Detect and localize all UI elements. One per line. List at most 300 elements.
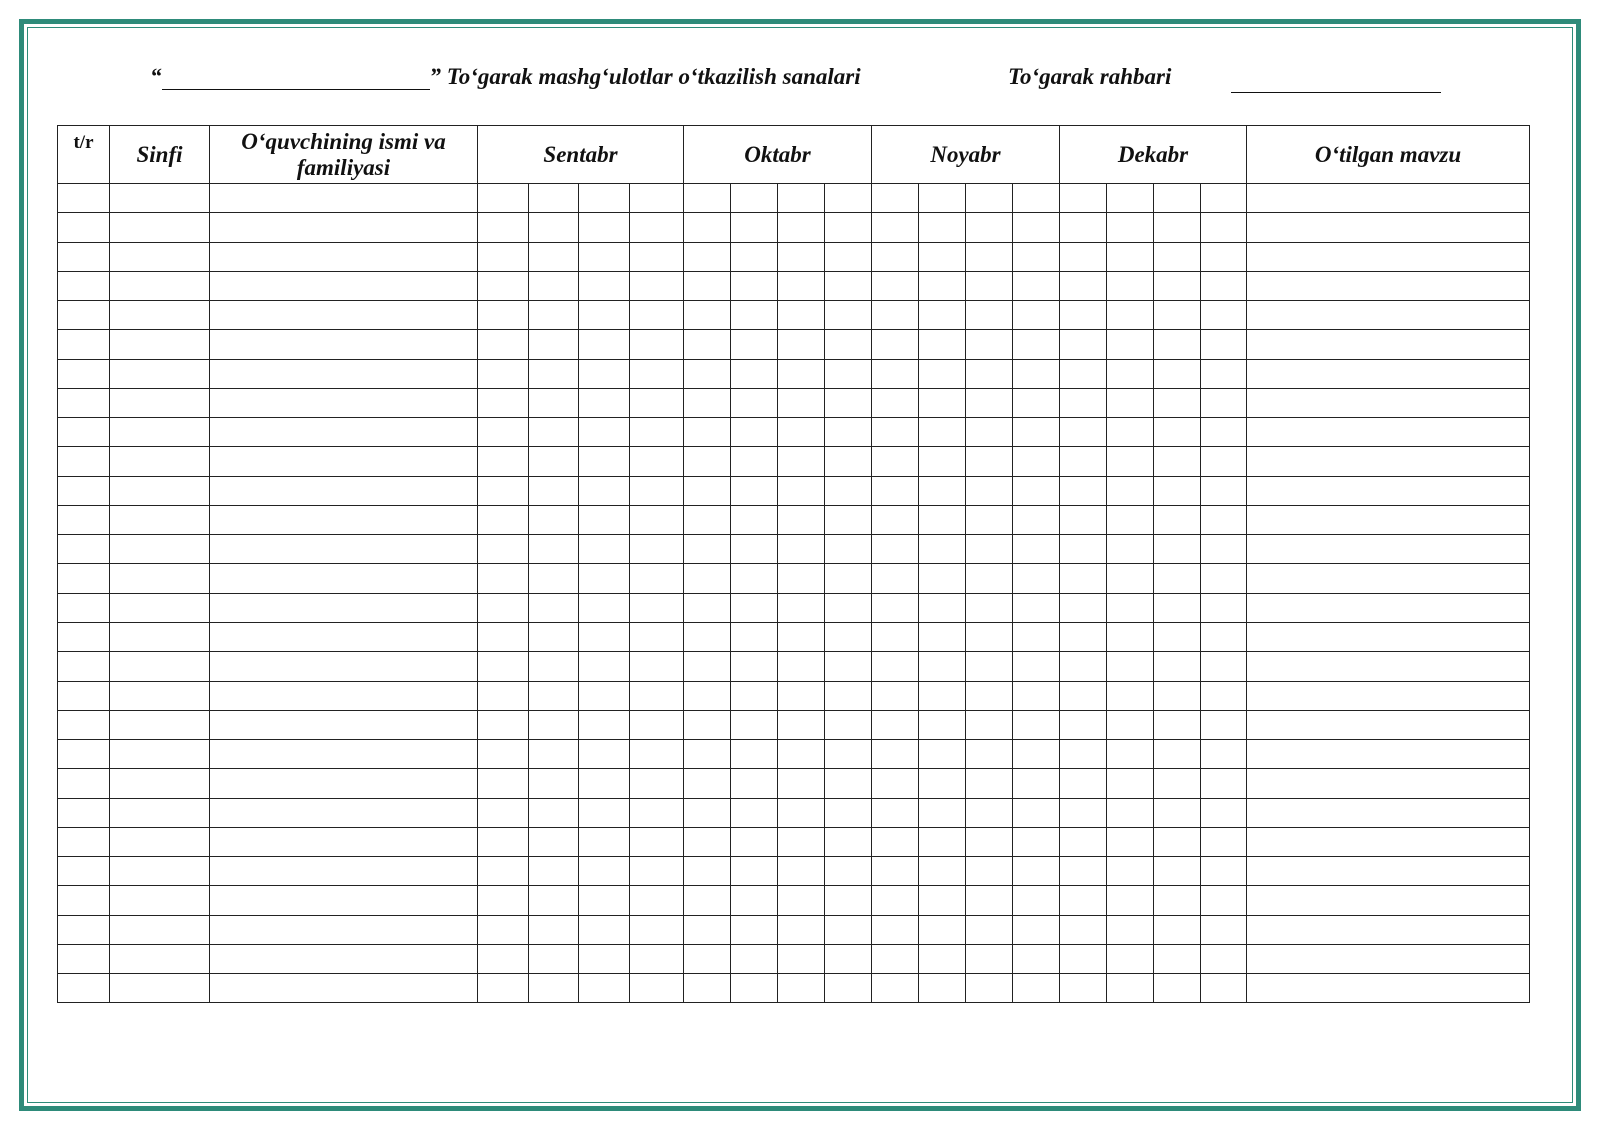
table-cell[interactable]: [529, 798, 579, 827]
table-cell[interactable]: [966, 798, 1013, 827]
table-cell[interactable]: [731, 359, 778, 388]
table-cell[interactable]: [1060, 184, 1107, 213]
table-cell[interactable]: [778, 915, 825, 944]
table-cell[interactable]: [1201, 681, 1247, 710]
table-cell[interactable]: [778, 886, 825, 915]
table-cell[interactable]: [1247, 535, 1530, 564]
table-cell[interactable]: [731, 827, 778, 856]
table-cell[interactable]: [731, 301, 778, 330]
table-cell[interactable]: [1247, 857, 1530, 886]
table-cell[interactable]: [1107, 652, 1154, 681]
table-cell[interactable]: [778, 769, 825, 798]
table-cell[interactable]: [919, 447, 966, 476]
table-cell[interactable]: [630, 622, 684, 651]
table-cell[interactable]: [966, 681, 1013, 710]
table-cell[interactable]: [110, 652, 210, 681]
table-cell[interactable]: [210, 652, 478, 681]
table-cell[interactable]: [58, 271, 110, 300]
table-cell[interactable]: [1013, 330, 1060, 359]
table-cell[interactable]: [684, 388, 731, 417]
table-cell[interactable]: [1247, 388, 1530, 417]
table-cell[interactable]: [478, 740, 529, 769]
table-cell[interactable]: [1060, 857, 1107, 886]
table-cell[interactable]: [731, 652, 778, 681]
table-cell[interactable]: [825, 652, 872, 681]
table-cell[interactable]: [1013, 857, 1060, 886]
table-cell[interactable]: [1201, 886, 1247, 915]
table-cell[interactable]: [1247, 301, 1530, 330]
table-cell[interactable]: [1154, 271, 1201, 300]
table-cell[interactable]: [478, 505, 529, 534]
table-cell[interactable]: [630, 798, 684, 827]
table-cell[interactable]: [1201, 915, 1247, 944]
table-cell[interactable]: [1154, 388, 1201, 417]
table-cell[interactable]: [966, 740, 1013, 769]
table-cell[interactable]: [966, 359, 1013, 388]
table-cell[interactable]: [1013, 740, 1060, 769]
table-cell[interactable]: [630, 564, 684, 593]
table-cell[interactable]: [966, 505, 1013, 534]
table-cell[interactable]: [825, 740, 872, 769]
table-cell[interactable]: [1247, 915, 1530, 944]
table-cell[interactable]: [684, 886, 731, 915]
table-cell[interactable]: [919, 388, 966, 417]
table-cell[interactable]: [684, 622, 731, 651]
table-cell[interactable]: [1060, 798, 1107, 827]
table-cell[interactable]: [478, 769, 529, 798]
table-cell[interactable]: [1060, 535, 1107, 564]
table-cell[interactable]: [872, 915, 919, 944]
table-cell[interactable]: [966, 213, 1013, 242]
table-cell[interactable]: [966, 886, 1013, 915]
table-cell[interactable]: [1060, 740, 1107, 769]
table-cell[interactable]: [825, 505, 872, 534]
table-cell[interactable]: [58, 476, 110, 505]
table-cell[interactable]: [58, 798, 110, 827]
table-cell[interactable]: [1201, 535, 1247, 564]
table-cell[interactable]: [1107, 447, 1154, 476]
table-cell[interactable]: [825, 476, 872, 505]
table-cell[interactable]: [872, 710, 919, 739]
table-cell[interactable]: [731, 242, 778, 271]
table-cell[interactable]: [478, 242, 529, 271]
table-cell[interactable]: [684, 505, 731, 534]
table-cell[interactable]: [778, 944, 825, 973]
table-cell[interactable]: [1013, 359, 1060, 388]
table-cell[interactable]: [919, 242, 966, 271]
table-cell[interactable]: [478, 944, 529, 973]
table-cell[interactable]: [1247, 740, 1530, 769]
table-cell[interactable]: [872, 388, 919, 417]
table-cell[interactable]: [778, 710, 825, 739]
table-cell[interactable]: [1107, 184, 1154, 213]
table-cell[interactable]: [778, 505, 825, 534]
table-cell[interactable]: [966, 535, 1013, 564]
table-cell[interactable]: [872, 447, 919, 476]
table-cell[interactable]: [1201, 242, 1247, 271]
table-cell[interactable]: [684, 974, 731, 1003]
table-cell[interactable]: [630, 857, 684, 886]
table-cell[interactable]: [478, 330, 529, 359]
table-cell[interactable]: [1013, 301, 1060, 330]
table-cell[interactable]: [919, 652, 966, 681]
table-cell[interactable]: [684, 915, 731, 944]
table-cell[interactable]: [778, 798, 825, 827]
table-cell[interactable]: [872, 535, 919, 564]
table-cell[interactable]: [210, 388, 478, 417]
table-cell[interactable]: [919, 564, 966, 593]
table-cell[interactable]: [1201, 622, 1247, 651]
table-cell[interactable]: [478, 974, 529, 1003]
table-cell[interactable]: [110, 974, 210, 1003]
table-cell[interactable]: [1201, 388, 1247, 417]
table-cell[interactable]: [630, 184, 684, 213]
table-cell[interactable]: [1013, 447, 1060, 476]
table-cell[interactable]: [210, 944, 478, 973]
table-cell[interactable]: [579, 798, 630, 827]
table-cell[interactable]: [825, 388, 872, 417]
table-cell[interactable]: [1247, 564, 1530, 593]
table-cell[interactable]: [110, 827, 210, 856]
table-cell[interactable]: [1013, 915, 1060, 944]
table-cell[interactable]: [778, 359, 825, 388]
table-cell[interactable]: [1201, 301, 1247, 330]
table-cell[interactable]: [58, 564, 110, 593]
table-cell[interactable]: [1201, 593, 1247, 622]
table-cell[interactable]: [210, 418, 478, 447]
table-cell[interactable]: [630, 593, 684, 622]
table-cell[interactable]: [1247, 418, 1530, 447]
table-cell[interactable]: [872, 418, 919, 447]
table-cell[interactable]: [1013, 242, 1060, 271]
table-cell[interactable]: [110, 359, 210, 388]
table-cell[interactable]: [825, 710, 872, 739]
table-cell[interactable]: [630, 359, 684, 388]
table-cell[interactable]: [825, 622, 872, 651]
table-cell[interactable]: [778, 857, 825, 886]
table-cell[interactable]: [966, 388, 1013, 417]
table-cell[interactable]: [731, 886, 778, 915]
table-cell[interactable]: [529, 915, 579, 944]
table-cell[interactable]: [731, 271, 778, 300]
table-cell[interactable]: [1013, 593, 1060, 622]
table-cell[interactable]: [1107, 681, 1154, 710]
table-cell[interactable]: [630, 710, 684, 739]
table-cell[interactable]: [579, 301, 630, 330]
table-cell[interactable]: [966, 184, 1013, 213]
table-cell[interactable]: [1107, 564, 1154, 593]
table-cell[interactable]: [529, 271, 579, 300]
table-cell[interactable]: [529, 359, 579, 388]
table-cell[interactable]: [110, 476, 210, 505]
table-cell[interactable]: [210, 213, 478, 242]
table-cell[interactable]: [919, 213, 966, 242]
table-cell[interactable]: [872, 769, 919, 798]
table-cell[interactable]: [778, 184, 825, 213]
table-cell[interactable]: [825, 213, 872, 242]
table-cell[interactable]: [630, 447, 684, 476]
table-cell[interactable]: [684, 857, 731, 886]
table-cell[interactable]: [579, 622, 630, 651]
table-cell[interactable]: [210, 769, 478, 798]
table-cell[interactable]: [529, 242, 579, 271]
table-cell[interactable]: [210, 827, 478, 856]
table-cell[interactable]: [58, 505, 110, 534]
table-cell[interactable]: [1107, 271, 1154, 300]
table-cell[interactable]: [1060, 681, 1107, 710]
table-cell[interactable]: [731, 974, 778, 1003]
table-cell[interactable]: [529, 681, 579, 710]
table-cell[interactable]: [1013, 271, 1060, 300]
table-cell[interactable]: [630, 769, 684, 798]
table-cell[interactable]: [1060, 915, 1107, 944]
table-cell[interactable]: [110, 330, 210, 359]
table-cell[interactable]: [1154, 564, 1201, 593]
table-cell[interactable]: [1247, 213, 1530, 242]
table-cell[interactable]: [630, 330, 684, 359]
table-cell[interactable]: [731, 857, 778, 886]
table-cell[interactable]: [966, 242, 1013, 271]
table-cell[interactable]: [1107, 330, 1154, 359]
table-cell[interactable]: [872, 301, 919, 330]
table-cell[interactable]: [58, 769, 110, 798]
table-cell[interactable]: [58, 974, 110, 1003]
table-cell[interactable]: [579, 652, 630, 681]
table-cell[interactable]: [825, 418, 872, 447]
table-cell[interactable]: [1013, 418, 1060, 447]
table-cell[interactable]: [731, 593, 778, 622]
table-cell[interactable]: [731, 564, 778, 593]
table-cell[interactable]: [1201, 184, 1247, 213]
table-cell[interactable]: [1107, 798, 1154, 827]
table-cell[interactable]: [825, 944, 872, 973]
table-cell[interactable]: [1107, 388, 1154, 417]
table-cell[interactable]: [1060, 505, 1107, 534]
table-cell[interactable]: [919, 710, 966, 739]
table-cell[interactable]: [919, 886, 966, 915]
table-cell[interactable]: [1013, 710, 1060, 739]
table-cell[interactable]: [58, 301, 110, 330]
table-cell[interactable]: [684, 652, 731, 681]
table-cell[interactable]: [1107, 857, 1154, 886]
table-cell[interactable]: [529, 505, 579, 534]
table-cell[interactable]: [919, 944, 966, 973]
table-cell[interactable]: [872, 886, 919, 915]
table-cell[interactable]: [579, 271, 630, 300]
table-cell[interactable]: [684, 301, 731, 330]
table-cell[interactable]: [1247, 505, 1530, 534]
table-cell[interactable]: [778, 652, 825, 681]
table-cell[interactable]: [1154, 886, 1201, 915]
table-cell[interactable]: [1154, 213, 1201, 242]
table-cell[interactable]: [1013, 476, 1060, 505]
table-cell[interactable]: [210, 301, 478, 330]
table-cell[interactable]: [919, 301, 966, 330]
table-cell[interactable]: [1013, 798, 1060, 827]
table-cell[interactable]: [478, 857, 529, 886]
table-cell[interactable]: [1201, 827, 1247, 856]
table-cell[interactable]: [1013, 974, 1060, 1003]
table-cell[interactable]: [1060, 213, 1107, 242]
table-cell[interactable]: [58, 418, 110, 447]
table-cell[interactable]: [110, 418, 210, 447]
table-cell[interactable]: [529, 710, 579, 739]
table-cell[interactable]: [58, 622, 110, 651]
table-cell[interactable]: [872, 857, 919, 886]
table-cell[interactable]: [1201, 740, 1247, 769]
table-cell[interactable]: [1247, 769, 1530, 798]
table-cell[interactable]: [529, 388, 579, 417]
table-cell[interactable]: [684, 798, 731, 827]
table-cell[interactable]: [778, 330, 825, 359]
table-cell[interactable]: [825, 886, 872, 915]
table-cell[interactable]: [1247, 476, 1530, 505]
table-cell[interactable]: [110, 564, 210, 593]
table-cell[interactable]: [684, 564, 731, 593]
table-cell[interactable]: [210, 857, 478, 886]
table-cell[interactable]: [1201, 769, 1247, 798]
table-cell[interactable]: [872, 359, 919, 388]
table-cell[interactable]: [58, 388, 110, 417]
table-cell[interactable]: [1060, 447, 1107, 476]
table-cell[interactable]: [825, 535, 872, 564]
table-cell[interactable]: [1154, 827, 1201, 856]
table-cell[interactable]: [825, 242, 872, 271]
table-cell[interactable]: [825, 827, 872, 856]
table-cell[interactable]: [731, 681, 778, 710]
table-cell[interactable]: [1201, 271, 1247, 300]
table-cell[interactable]: [1060, 886, 1107, 915]
table-cell[interactable]: [210, 359, 478, 388]
table-cell[interactable]: [478, 886, 529, 915]
table-cell[interactable]: [1154, 184, 1201, 213]
table-cell[interactable]: [684, 740, 731, 769]
table-cell[interactable]: [478, 622, 529, 651]
table-cell[interactable]: [478, 593, 529, 622]
table-cell[interactable]: [966, 564, 1013, 593]
table-cell[interactable]: [58, 710, 110, 739]
table-cell[interactable]: [872, 213, 919, 242]
table-cell[interactable]: [529, 535, 579, 564]
table-cell[interactable]: [966, 271, 1013, 300]
table-cell[interactable]: [478, 184, 529, 213]
table-cell[interactable]: [1201, 476, 1247, 505]
table-cell[interactable]: [58, 886, 110, 915]
table-cell[interactable]: [1107, 301, 1154, 330]
table-cell[interactable]: [529, 857, 579, 886]
table-cell[interactable]: [872, 974, 919, 1003]
table-cell[interactable]: [825, 769, 872, 798]
table-cell[interactable]: [966, 710, 1013, 739]
table-cell[interactable]: [1107, 213, 1154, 242]
table-cell[interactable]: [210, 184, 478, 213]
table-cell[interactable]: [1013, 769, 1060, 798]
table-cell[interactable]: [684, 213, 731, 242]
table-cell[interactable]: [1013, 652, 1060, 681]
table-cell[interactable]: [110, 388, 210, 417]
table-cell[interactable]: [58, 915, 110, 944]
table-cell[interactable]: [966, 974, 1013, 1003]
table-cell[interactable]: [58, 213, 110, 242]
table-cell[interactable]: [684, 184, 731, 213]
table-cell[interactable]: [579, 740, 630, 769]
table-cell[interactable]: [731, 798, 778, 827]
table-cell[interactable]: [825, 857, 872, 886]
table-cell[interactable]: [579, 564, 630, 593]
table-cell[interactable]: [966, 769, 1013, 798]
table-cell[interactable]: [684, 418, 731, 447]
table-cell[interactable]: [1060, 330, 1107, 359]
table-cell[interactable]: [630, 974, 684, 1003]
table-cell[interactable]: [778, 827, 825, 856]
table-cell[interactable]: [1247, 974, 1530, 1003]
table-cell[interactable]: [478, 681, 529, 710]
table-cell[interactable]: [778, 740, 825, 769]
table-cell[interactable]: [1060, 944, 1107, 973]
table-cell[interactable]: [1013, 944, 1060, 973]
table-cell[interactable]: [684, 710, 731, 739]
table-cell[interactable]: [966, 330, 1013, 359]
table-cell[interactable]: [630, 505, 684, 534]
table-cell[interactable]: [1107, 359, 1154, 388]
table-cell[interactable]: [1154, 652, 1201, 681]
table-cell[interactable]: [825, 184, 872, 213]
table-cell[interactable]: [579, 827, 630, 856]
table-cell[interactable]: [1154, 330, 1201, 359]
table-cell[interactable]: [110, 915, 210, 944]
table-cell[interactable]: [1247, 798, 1530, 827]
club-name-blank[interactable]: [162, 65, 430, 90]
table-cell[interactable]: [579, 886, 630, 915]
table-cell[interactable]: [630, 681, 684, 710]
table-cell[interactable]: [1154, 476, 1201, 505]
table-cell[interactable]: [1013, 535, 1060, 564]
table-cell[interactable]: [1154, 740, 1201, 769]
table-cell[interactable]: [1247, 652, 1530, 681]
table-cell[interactable]: [579, 476, 630, 505]
table-cell[interactable]: [966, 476, 1013, 505]
table-cell[interactable]: [1107, 827, 1154, 856]
table-cell[interactable]: [210, 593, 478, 622]
table-cell[interactable]: [210, 974, 478, 1003]
table-cell[interactable]: [579, 535, 630, 564]
table-cell[interactable]: [210, 886, 478, 915]
table-cell[interactable]: [825, 798, 872, 827]
table-cell[interactable]: [630, 740, 684, 769]
table-cell[interactable]: [1247, 242, 1530, 271]
table-cell[interactable]: [630, 418, 684, 447]
table-cell[interactable]: [579, 593, 630, 622]
table-cell[interactable]: [1247, 593, 1530, 622]
table-cell[interactable]: [110, 213, 210, 242]
table-cell[interactable]: [630, 886, 684, 915]
table-cell[interactable]: [529, 184, 579, 213]
table-cell[interactable]: [684, 769, 731, 798]
table-cell[interactable]: [684, 242, 731, 271]
table-cell[interactable]: [825, 915, 872, 944]
table-cell[interactable]: [579, 213, 630, 242]
table-cell[interactable]: [579, 681, 630, 710]
table-cell[interactable]: [1154, 681, 1201, 710]
table-cell[interactable]: [684, 271, 731, 300]
table-cell[interactable]: [872, 798, 919, 827]
table-cell[interactable]: [478, 447, 529, 476]
table-cell[interactable]: [966, 652, 1013, 681]
table-cell[interactable]: [210, 681, 478, 710]
table-cell[interactable]: [1201, 359, 1247, 388]
table-cell[interactable]: [778, 242, 825, 271]
table-cell[interactable]: [684, 944, 731, 973]
